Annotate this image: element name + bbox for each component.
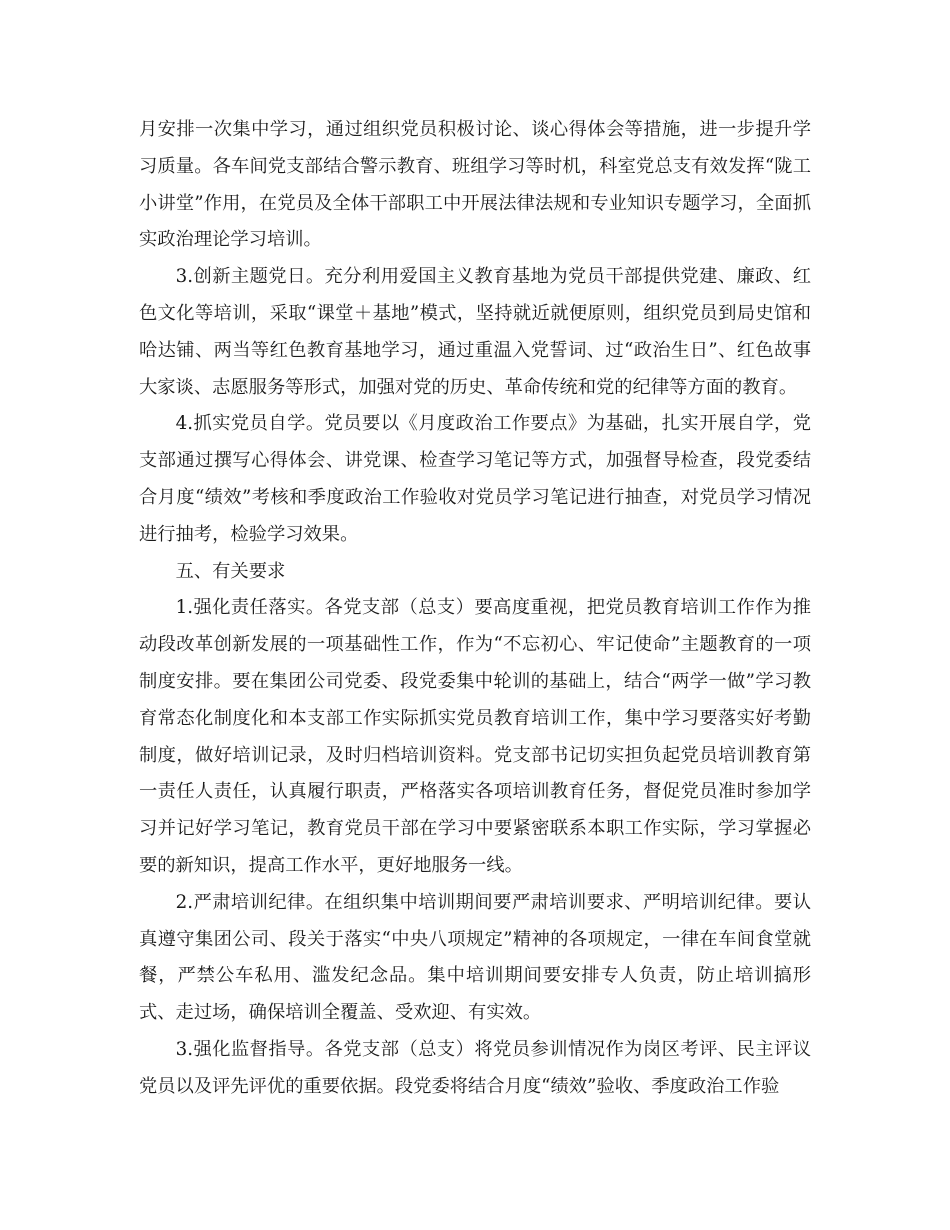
paragraph-continuation: 月安排一次集中学习，通过组织党员积极讨论、谈心得体会等措施，进一步提升学习质量。各车间党支部结合警示教育、班组学习等时机，科室党总支有效发挥“陇工小讲堂”作用，在党员及全体干部职工中开展法律法规和专业知识专题学习，全面抓实政治理论学习培训。	[139, 119, 811, 251]
paragraph-item-1-responsibility: 1.强化责任落实。各党支部（总支）要高度重视，把党员教育培训工作作为推动段改革创新发展的一项基础性工作，作为“不忘初心、牢记使命”主题教育的一项制度安排。要在集团公司党委、段党委集中轮训的基础上，结合“两学一做”学习教育常态化制度化和本支部工作实际抓实党员教育培训工作，集中学习要落实好考勤制度，做好培训记录，及时归档培训资料。党支部书记切实担负起党员培训教育第一责任人责任，认真履行职责，严格落实各项培训教育任务，督促党员准时参加学习并记好学习笔记，教育党员干部在学习中要紧密联系本职工作实际，学习掌握必要的新知识，提高工作水平，更好地服务一线。	[139, 597, 811, 876]
section-heading-requirements: 五、有关要求	[175, 560, 286, 582]
document-body	[139, 112, 811, 1106]
paragraph-item-3-theme-party-day: 3.创新主题党日。充分利用爱国主义教育基地为党员干部提供党建、廉政、红色文化等培训，采取“课堂＋基地”模式，坚持就近就便原则，组织党员到局史馆和哈达铺、两当等红色教育基地学习，通过重温入党誓词、过“政治生日”、红色故事大家谈、志愿服务等形式，加强对党的历史、革命传统和党的纪律等方面的教育。	[139, 266, 811, 398]
paragraph-item-3-supervision: 3.强化监督指导。各党支部（总支）将党员参训情况作为岗区考评、民主评议党员以及评先评优的重要依据。段党委将结合月度“绩效”验收、季度政治工作验	[139, 1038, 811, 1097]
paragraph-item-4-self-study: 4.抓实党员自学。党员要以《月度政治工作要点》为基础，扎实开展自学，党支部通过撰写心得体会、讲党课、检查学习笔记等方式，加强督导检查，段党委结合月度“绩效”考核和季度政治工作验收对党员学习笔记进行抽查，对党员学习情况进行抽考，检验学习效果。	[139, 413, 811, 545]
paragraph-item-2-discipline: 2.严肃培训纪律。在组织集中培训期间要严肃培训要求、严明培训纪律。要认真遵守集团公司、段关于落实“中央八项规定”精神的各项规定，一律在车间食堂就餐，严禁公车私用、滥发纪念品。集中培训期间要安排专人负责，防止培训搞形式、走过场，确保培训全覆盖、受欢迎、有实效。	[139, 891, 811, 1024]
